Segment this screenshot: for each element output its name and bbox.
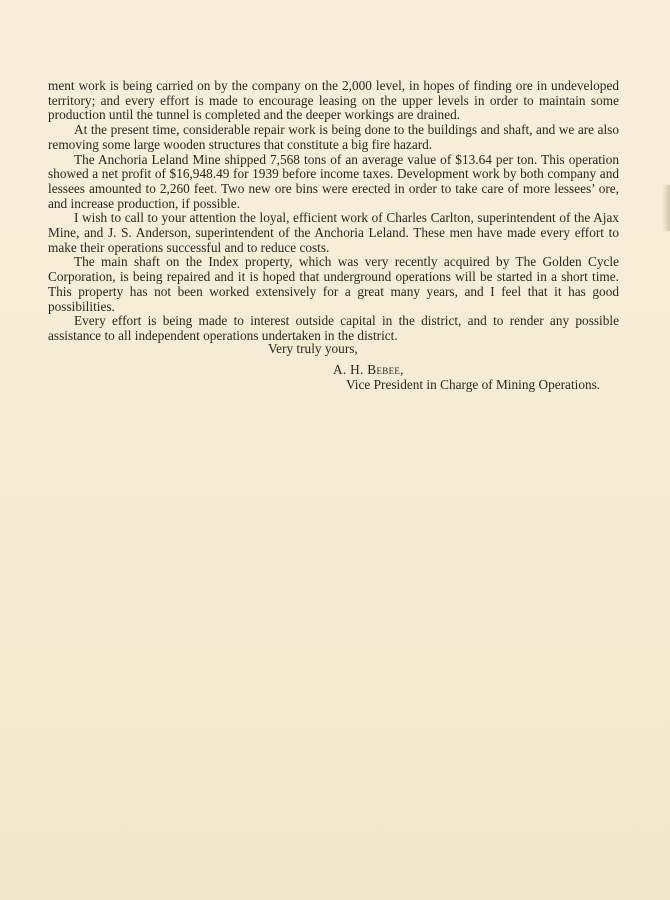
paragraph-outside-capital: Every effort is being made to interest outside capital in the district, and to render any possible assistance to all independent operations undertaken in the district.: [48, 313, 619, 343]
page-edge-mark: [662, 185, 670, 231]
signatory-title: Vice President in Charge of Mining Operations.: [346, 377, 601, 392]
paragraph-continued: ment work is being carried on by the company on the 2,000 level, in hopes of finding ore in undeveloped territory; and every effort is made to encourage leasing on the upper levels in order to maintain some production until the tunnel is completed and the deeper workings are drained.: [48, 78, 619, 123]
paragraph-acknowledgement: I wish to call to your attention the loyal, efficient work of Charles Carlton, superintendent of the Ajax Mine, and J. S. Anderson, superintendent of the Anchoria Leland. These men have made every effort to make their operations successful and to reduce costs.: [48, 210, 619, 255]
paragraph-anchoria-leland: The Anchoria Leland Mine shipped 7,568 tons of an average value of $13.64 per ton. This operation showed a net profit of $16,948.49 for 1939 before income taxes. Development work by both company and lessees amounted to 2,260 feet. Two new ore bins were erected in order to take care of more lessees’ ore, and increase production, if possible.: [48, 151, 619, 211]
closing-salutation: Very truly yours,: [268, 341, 358, 356]
paragraph-index-property: The main shaft on the Index property, which was very recently acquired by The Golden Cycle Corporation, is being repaired and it is hoped that underground operations will be started in a short time. This property has not been worked extensively for a great many years, and I feel that it has good possibilities.: [48, 254, 619, 314]
letter-body: [48, 79, 619, 344]
paragraph-repair-work: At the present time, considerable repair work is being done to the buildings and shaft, and we are also removing some large wooden structures that constitute a big fire hazard.: [48, 122, 619, 152]
signatory-name: A. H. Bebee,: [333, 362, 404, 377]
